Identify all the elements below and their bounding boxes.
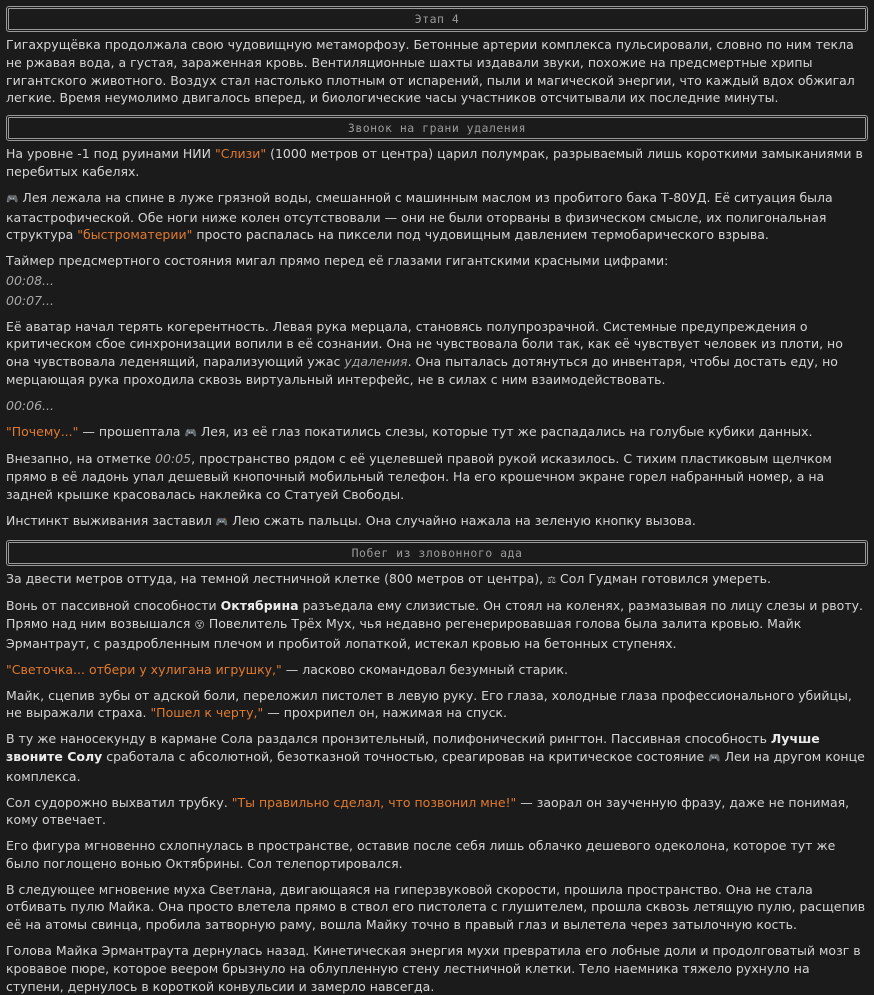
- gamepad-icon: 🎮: [6, 193, 19, 205]
- paragraph: На уровне -1 под руинами НИИ "Слизи" (1000 метров от центра) царил полумрак, разрываемый лишь короткими замыканиями в перебитых кабелях.: [6, 146, 863, 179]
- paragraph: "Почему..." — прошептала 🎮 Лея, из её глаз покатились слезы, которые тут же распадались на голубые кубики данных.: [6, 423, 813, 439]
- paragraph: Её аватар начал терять когерентность. Левая рука мерцала, становясь полупрозрачной. Системные предупреждения о критическом сбое синхронизации вопили в её сознании. Она не чувствовала боли так, как её чувствует человек из плоти, но она чувствовала леденящий, парализующий ужас удаления. Она пыталась дотянуться до инвентаря, чтобы достать еду, но мерцающая рука проходила сквозь виртуальный интерфейс, не в силах с ним взаимодействовать.: [6, 318, 843, 387]
- paragraph: За двести метров оттуда, на темной лестничной клетке (800 метров от центра), ⚖ Сол Гудман готовился умереть.: [6, 570, 772, 586]
- timer-line: 00:07...: [6, 292, 54, 308]
- gamepad-icon: 🎮: [184, 427, 197, 439]
- section-heading: Побег из зловонного ада: [6, 540, 868, 566]
- gamepad-icon: 🎮: [708, 752, 721, 764]
- gamepad-icon: 🎮: [215, 516, 229, 528]
- paragraph: Его фигура мгновенно схлопнулась в пространстве, оставив после себя лишь облачко дешевого одеколона, которое тут же было поглощено вонью Октябрины. Сол телепортировался.: [6, 838, 836, 871]
- paragraph: Вонь от пассивной способности Октябрина разъедала ему слизистые. Он стоял на коленях, размазывая по лицу слезы и рвоту. Прямо над ним возвышался 😵 Повелитель Трёх Мух, чья недавно регенерировавшая голова была залита кровью. Майк Эрмантраут, с раздробленным плечом и пробитой лопаткой, истекал кровью на бетонных ступенях.: [6, 598, 863, 651]
- paragraph: "Светочка... отбери у хулигана игрушку," — ласково скомандовал безумный старик.: [6, 661, 568, 677]
- section-heading: Звонок на грани удаления: [6, 115, 868, 141]
- paragraph: Майк, сцепив зубы от адской боли, переложил пистолет в левую руку. Его глаза, холодные глаза профессионального убийцы, не выражали страха. "Пошел к черту," — прохрипел он, нажимая на спуск.: [6, 687, 852, 721]
- paragraph: Внезапно, на отметке 00:05, пространство рядом с её уцелевшей правой рукой исказилось. С тихим пластиковым щелчком прямо в её ладонь упал дешевый кнопочный мобильный телефон. На его крошечном экране горел набранный номер, а на задней крышке красовалась наклейка со Статуей Свободы.: [6, 451, 832, 502]
- scales-icon: ⚖: [547, 574, 557, 586]
- paragraph: Инстинкт выживания заставил 🎮 Лею сжать пальцы. Она случайно нажала на зеленую кнопку вызова.: [6, 512, 696, 528]
- paragraph: Голова Майка Эрмантраута дернулась назад. Кинетическая энергия мухи превратила его лобные доли и продолговатый мозг в кровавое пюре, которое веером брызнуло на облупленную стену лестничной клетки. Тело наемника тяжело рухнуло на ступени, дернулось в короткой конвульсии и замерло навсегда.: [6, 943, 861, 994]
- timer-line: 00:06...: [6, 397, 54, 413]
- paragraph: Сол судорожно выхватил трубку. "Ты правильно сделал, что позвонил мне!" — заорал он заученную фразу, даже не понимая, кому отвечает.: [6, 794, 850, 828]
- paragraph: Таймер предсмертного состояния мигал прямо перед её глазами гигантскими красными цифрами:: [6, 253, 669, 269]
- timer-line: 00:08...: [6, 272, 54, 288]
- paragraph: В следующее мгновение муха Светлана, двигающаяся на гиперзвуковой скорости, прошила пространство. Она не стала отбивать пулю Майка. Она просто влетела прямо в ствол его пистолета с глушителем, прошла сквозь летящую пулю, расщепив её на атомы свинца, пробила затворную раму, вошла Майку точно в правый глаз и вылетела через затылочную кость.: [6, 881, 866, 933]
- section-heading: Этап 4: [6, 6, 868, 32]
- paragraph: 🎮 Лея лежала на спине в луже грязной воды, смешанной с машинным маслом из пробитого бака Т-80УД. Её ситуация была катастрофической. Обе ноги ниже колен отсутствовали — они не были оторваны в физическом смысле, их полигональная структура "быстроматерии" просто распалась на пиксели под чудовищным давлением термобарического взрыва.: [6, 189, 833, 243]
- fly-face-icon: 😵: [194, 620, 205, 632]
- paragraph: Гигахрущёвка продолжала свою чудовищную метаморфозу. Бетонные артерии комплекса пульсировали, словно по ним текла не ржавая вода, а густая, зараженная кровь. Вентиляционные шахты издавали звуки, похожие на предсмертные хрипы гигантского животного. Воздух стал настолько плотным от испарений, пыли и магической энергии, что каждый вдох обжигал легкие. Время неумолимо двигалось вперед, и биологические часы участников отсчитывали их последние минуты.: [6, 37, 855, 106]
- paragraph: В ту же наносекунду в кармане Сола раздался пронзительный, полифонический рингтон. Пассивная способность Лучше звоните Солу сработала с абсолютной, безотказной точностью, среагировав на критическое состояние 🎮 Леи на другом конце комплекса.: [6, 731, 865, 784]
